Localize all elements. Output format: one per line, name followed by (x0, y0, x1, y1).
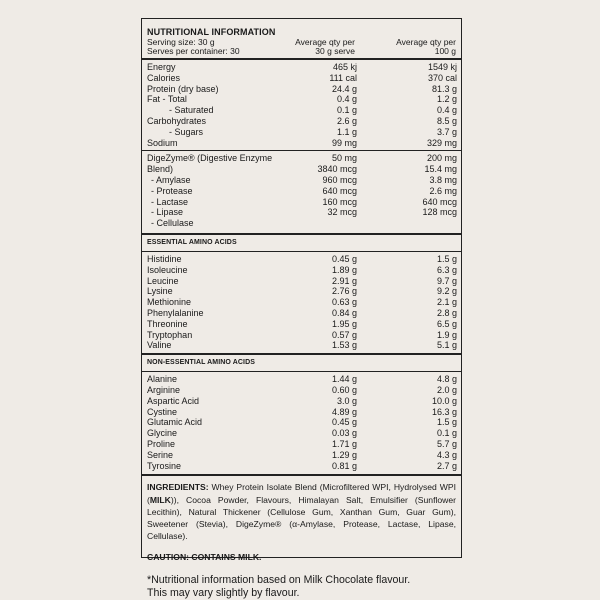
divider (142, 371, 461, 372)
table-row (147, 417, 456, 428)
row-label: Carbohydrates (147, 115, 207, 126)
footnote-line2: This may vary slightly by flavour. (147, 587, 300, 600)
divider (142, 233, 461, 235)
row-value-per-100g: 6.3 g (436, 264, 457, 275)
row-value-per-serve: 0.1 g (336, 105, 357, 116)
divider (142, 474, 461, 476)
row-label: Fat - Total (147, 94, 187, 105)
row-value-per-100g: 15.4 mg (424, 164, 457, 175)
row-label: Protein (dry base) (147, 83, 219, 94)
row-value-per-serve: 2.76 g (331, 286, 357, 297)
row-value-per-serve: 1.29 g (331, 449, 357, 460)
row-value-per-100g: 370 cal (427, 72, 457, 83)
row-value-per-serve: 1.89 g (331, 264, 357, 275)
row-value-per-100g: 5.7 g (436, 438, 457, 449)
row-value-per-100g: 1.9 g (436, 329, 457, 340)
row-value-per-100g: 8.5 g (436, 115, 457, 126)
row-value-per-100g: 1.5 g (436, 417, 457, 428)
row-value-per-100g: 2.1 g (436, 297, 457, 308)
row-label: Tyrosine (147, 460, 182, 471)
row-value-per-serve: 0.81 g (331, 460, 357, 471)
row-label: Valine (147, 340, 172, 351)
ingredients-part2: )), Cocoa Powder, Flavours, Himalayan Salt, Emulsifier (Sunflower Lecithin), Natural Thickener (Cellulose Gum, Xanthan Gum, Guar Gum), Sweetener (Stevia), DigeZyme® (α-Amylase, Protease, Lactase, Lipase, Cellulase). (147, 494, 456, 542)
row-value-per-serve: 50 mg (331, 153, 357, 164)
row-label: Blend) (147, 164, 174, 175)
row-value-per-serve: 3840 mcg (317, 164, 357, 175)
table-row (147, 428, 456, 439)
row-label: DigeZyme® (Digestive Enzyme (147, 153, 273, 164)
row-label: Threonine (147, 318, 188, 329)
row-label: - Cellulase (151, 218, 194, 229)
row-value-per-100g: 6.5 g (436, 318, 457, 329)
row-value-per-100g: 16.3 g (431, 406, 457, 417)
row-value-per-100g: 3.7 g (436, 126, 457, 137)
row-value-per-100g: 5.1 g (436, 340, 457, 351)
row-value-per-100g: 9.7 g (436, 275, 457, 286)
footnote (147, 574, 456, 600)
row-label: - Lactase (151, 196, 189, 207)
table-row (147, 94, 456, 105)
table-row (147, 73, 456, 84)
row-label: Energy (147, 62, 176, 72)
table-row (147, 450, 456, 461)
table-row (147, 164, 456, 175)
row-value-per-serve: 2.6 g (336, 115, 357, 126)
row-value-per-serve: 0.4 g (336, 94, 357, 105)
serves-per-container: Serves per container: 30 (147, 46, 240, 56)
serving-size: Serving size: 30 g (147, 37, 215, 47)
col3-header-line1: Average qty per (396, 37, 456, 47)
row-value-per-serve: 0.84 g (331, 307, 357, 318)
row-value-per-serve: 0.45 g (331, 417, 357, 428)
col2-header-line1: Average qty per (295, 37, 355, 47)
row-label: Glutamic Acid (147, 417, 203, 428)
row-value-per-serve: 3.0 g (336, 395, 357, 406)
row-value-per-100g: 1.2 g (436, 94, 457, 105)
row-value-per-serve: 2.91 g (331, 275, 357, 286)
row-value-per-100g: 2.7 g (436, 460, 457, 471)
row-label: Serine (147, 449, 174, 460)
ingredients-milk: MILK (149, 494, 171, 505)
row-label: - Saturated (169, 105, 214, 116)
row-value-per-serve: 960 mcg (322, 174, 357, 185)
row-value-per-serve: 160 mcg (322, 196, 357, 207)
table-row (147, 385, 456, 396)
row-value-per-100g: 4.3 g (436, 449, 457, 460)
row-value-per-100g: 2.6 mg (429, 185, 457, 196)
row-value-per-serve: 4.89 g (331, 406, 357, 417)
ingredients-text (147, 481, 456, 542)
row-value-per-serve: 0.60 g (331, 384, 357, 395)
row-value-per-serve: 465 kj (332, 62, 357, 72)
row-value-per-100g: 200 mg (426, 153, 457, 164)
row-value-per-100g: 2.0 g (436, 384, 457, 395)
table-row (147, 153, 456, 164)
row-label: Proline (147, 438, 176, 449)
row-value-per-100g: 329 mg (426, 137, 457, 148)
row-value-per-100g: 81.3 g (431, 83, 457, 94)
table-row (147, 297, 456, 308)
row-value-per-serve: 24.4 g (331, 83, 357, 94)
table-row (147, 197, 456, 208)
table-row (147, 308, 456, 319)
table-row (147, 218, 456, 229)
table-row (147, 84, 456, 95)
nutrition-panel (141, 18, 462, 600)
row-label: Calories (147, 72, 181, 83)
row-label: Arginine (147, 384, 181, 395)
divider (142, 58, 461, 60)
col3-header-line2: 100 g (434, 46, 456, 56)
table-row (147, 105, 456, 116)
table-row (147, 374, 456, 385)
row-value-per-serve: 1.53 g (331, 340, 357, 351)
ingredients-part1: Whey Protein Isolate Blend (Microfiltered WPI, Hydrolysed WPI ( (147, 482, 456, 505)
table-row (147, 207, 456, 218)
table-row (147, 439, 456, 450)
footnote-line1: *Nutritional information based on Milk Chocolate flavour. (147, 574, 411, 587)
row-label: Sodium (147, 137, 178, 148)
divider (142, 150, 461, 151)
row-label: - Lipase (151, 207, 184, 218)
divider (142, 353, 461, 355)
row-value-per-100g: 0.4 g (436, 105, 457, 116)
row-value-per-100g: 4.8 g (436, 374, 457, 385)
header-row-2 (147, 47, 456, 56)
table-row (147, 340, 456, 351)
row-label: Tryptophan (147, 329, 193, 340)
nonessential-amino-table (147, 374, 456, 471)
table-row (147, 186, 456, 197)
row-value-per-serve: 0.63 g (331, 297, 357, 308)
row-value-per-serve: 1.1 g (336, 126, 357, 137)
table-row (147, 265, 456, 276)
row-value-per-100g: 0.1 g (436, 428, 457, 439)
caution-text: CAUTION: CONTAINS MILK. (147, 552, 262, 563)
nonessential-amino-title: NON-ESSENTIAL AMINO ACIDS (147, 359, 256, 367)
divider (142, 251, 461, 252)
row-label: - Protease (151, 185, 193, 196)
row-value-per-100g: 9.2 g (436, 286, 457, 297)
row-value-per-100g: 128 mcg (422, 207, 457, 218)
row-label: Cystine (147, 406, 178, 417)
ingredients-label: INGREDIENTS: (147, 482, 209, 493)
row-value-per-serve: 99 mg (331, 137, 357, 148)
essential-amino-title: ESSENTIAL AMINO ACIDS (147, 238, 237, 246)
table-row (147, 319, 456, 330)
table-row (147, 62, 456, 73)
nutrients-table (147, 62, 456, 148)
row-value-per-serve: 1.95 g (331, 318, 357, 329)
table-row (147, 175, 456, 186)
table-row (147, 286, 456, 297)
row-value-per-serve: 0.03 g (331, 428, 357, 439)
table-row (147, 138, 456, 149)
row-value-per-serve: 0.57 g (331, 329, 357, 340)
table-row (147, 461, 456, 472)
col2-header-line2: 30 g serve (315, 46, 355, 56)
row-label: Histidine (147, 253, 182, 264)
row-value-per-100g: 10.0 g (431, 395, 457, 406)
row-value-per-serve: 32 mcg (327, 207, 357, 218)
row-label: Alanine (147, 374, 178, 385)
row-label: - Sugars (169, 126, 204, 137)
row-label: Lysine (147, 286, 173, 297)
enzymes-table (147, 153, 456, 229)
row-value-per-100g: 2.8 g (436, 307, 457, 318)
table-row (147, 407, 456, 418)
essential-amino-table (147, 254, 456, 351)
row-label: Aspartic Acid (147, 395, 200, 406)
panel-title: NUTRITIONAL INFORMATION (147, 27, 276, 37)
row-label: Leucine (147, 275, 179, 286)
row-label: Glycine (147, 428, 178, 439)
row-label: Phenylalanine (147, 307, 204, 318)
table-row (147, 116, 456, 127)
row-value-per-100g: 1.5 g (436, 253, 457, 264)
nutrition-panel-content (147, 27, 456, 600)
row-value-per-serve: 0.45 g (331, 253, 357, 264)
table-row (147, 254, 456, 265)
row-value-per-serve: 640 mcg (322, 185, 357, 196)
row-label: - Amylase (151, 174, 191, 185)
row-value-per-100g: 1549 kj (427, 62, 457, 72)
table-row (147, 127, 456, 138)
table-row (147, 330, 456, 341)
row-value-per-serve: 111 cal (329, 72, 357, 83)
row-value-per-serve: 1.71 g (331, 438, 357, 449)
row-value-per-serve: 1.44 g (331, 374, 357, 385)
row-label: Methionine (147, 297, 192, 308)
table-row (147, 276, 456, 287)
table-row (147, 396, 456, 407)
row-value-per-100g: 640 mcg (422, 196, 457, 207)
row-label: Isoleucine (147, 264, 188, 275)
row-value-per-100g: 3.8 mg (429, 174, 457, 185)
